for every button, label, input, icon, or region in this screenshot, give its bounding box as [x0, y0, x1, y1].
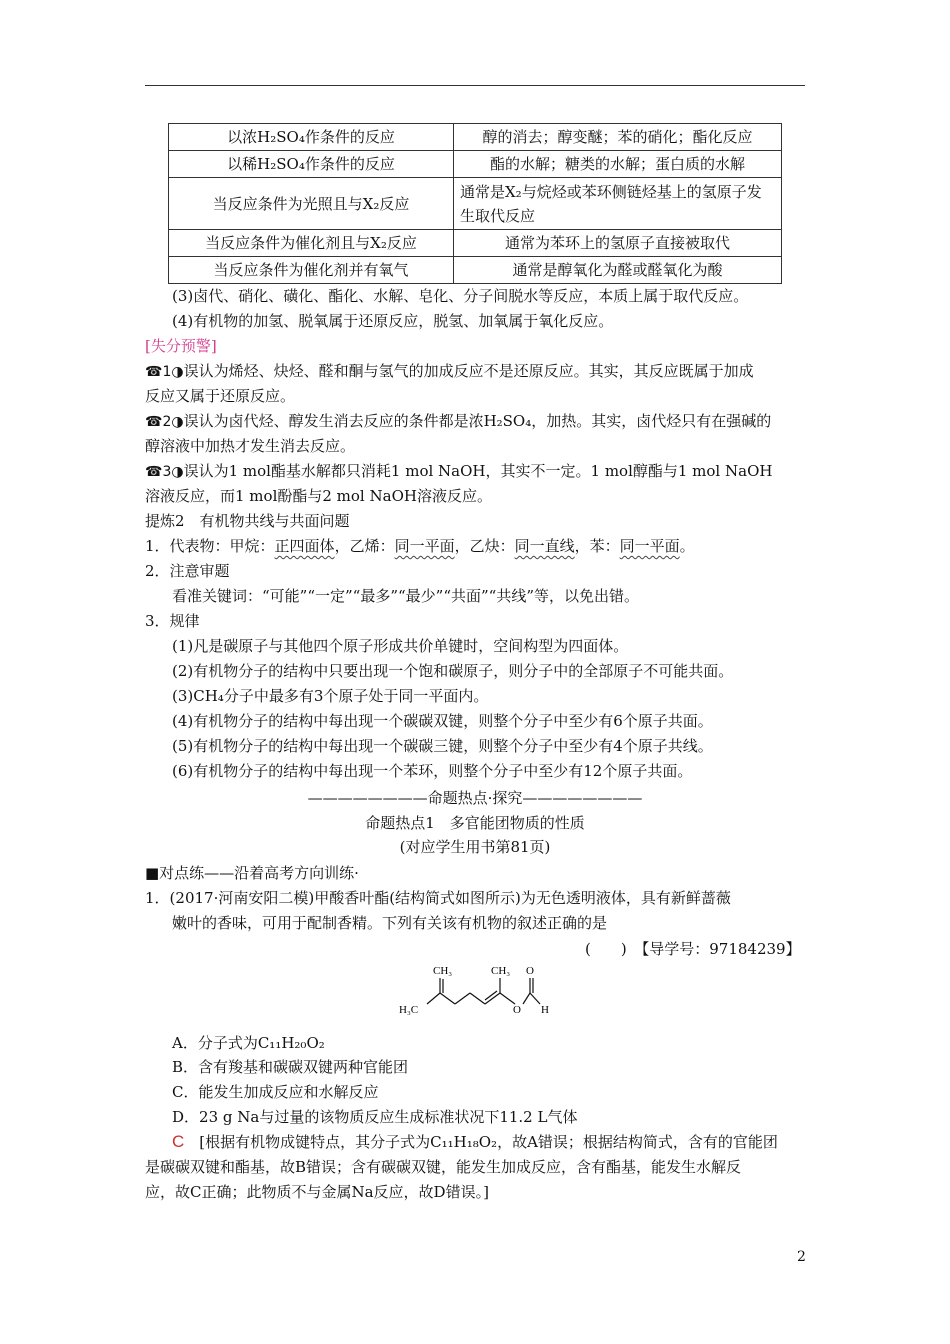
section-2-title: 提炼2 有机物共线与共面问题 [145, 512, 350, 530]
table-row [169, 151, 782, 178]
bond [530, 993, 540, 1004]
warning-text: 误认为1 mol酯基水解都只消耗1 mol NaOH，其实不一定。1 mol醇酯与1 mol NaOH [183, 462, 773, 480]
question-guide [585, 937, 801, 961]
molecule-structure [395, 960, 565, 1025]
question-line-2: 嫩叶的香味，可用于配制香精。下列有关该有机物的叙述正确的是 [172, 914, 608, 932]
phone-icon: ☎2◑ [145, 414, 184, 430]
item-3: 3．规律 [145, 612, 200, 630]
rule-5: (5)有机物分子的结构中每出现一个碳碳三键，则整个分子中至少有4个原子共线。 [172, 737, 713, 755]
answer-blank: 同一平面 [619, 537, 680, 555]
bond [470, 993, 485, 1004]
phone-icon: ☎3◑ [145, 464, 184, 480]
rule-2: (2)有机物分子的结构中只要出现一个饱和碳原子，则分子中的全部原子不可能共面。 [172, 662, 734, 680]
label-o: O [526, 965, 534, 977]
item-label: 1．代表物：甲烷： [145, 537, 275, 555]
table-cell: 以稀H₂SO₄作条件的反应 [169, 151, 454, 178]
option-b: B．含有羧基和碳碳双键两种官能团 [172, 1058, 409, 1076]
reaction-conditions-table [168, 123, 782, 284]
item-text: ，乙炔： [454, 537, 515, 555]
warning-1 [145, 359, 754, 384]
table-row [169, 124, 782, 151]
rule-3: (3)CH₄分子中最多有3个原子处于同一平面内。 [172, 687, 489, 705]
warning-1-cont: 反应又属于还原反应。 [145, 387, 296, 405]
table-cell: 通常为苯环上的氢原子直接被取代 [454, 230, 782, 257]
answer-blank: 正四面体 [274, 537, 335, 555]
bond [500, 993, 515, 1004]
phone-icon: ☎1◑ [145, 364, 184, 380]
option-a: A．分子式为C₁₁H₂₀O₂ [172, 1034, 325, 1052]
answer-bracket: ( ) [585, 940, 627, 958]
warning-title: [失分预警] [145, 337, 217, 355]
item-2: 2．注意审题 [145, 562, 230, 580]
hot-divider: ————————命题热点·探究———————— [307, 789, 643, 807]
table-cell: 醇的消去；醇变醚；苯的硝化；酯化反应 [454, 124, 782, 151]
answer-blank: 同一直线 [514, 537, 575, 555]
warning-text: 误认为卤代烃、醇发生消去反应的条件都是浓H₂SO₄，加热。其实，卤代烃只有在强碱的 [183, 412, 772, 430]
answer-text: [根据有机物成键特点，其分子式为C₁₁H₁₈O₂，故A错误；根据结构简式，含有的官能团 [199, 1133, 778, 1151]
warning-3 [145, 459, 772, 484]
rule-6: (6)有机物分子的结构中每出现一个苯环，则整个分子中至少有12个原子共面。 [172, 762, 693, 780]
bond [485, 991, 497, 1000]
label-ch3: CH₃ [491, 965, 511, 977]
item-text: 。 [679, 537, 695, 555]
guide-number: 【导学号：97184239】 [641, 940, 801, 958]
note-3: (3)卤代、硝化、磺化、酯化、水解、皂化、分子间脱水等反应，本质上属于取代反应。 [172, 287, 749, 305]
warning-2 [145, 409, 771, 434]
rule-4: (4)有机物分子的结构中每出现一个碳碳双键，则整个分子中至少有6个原子共面。 [172, 712, 713, 730]
item-2-text: 看准关键词：“可能”“一定”“最多”“最少”“共面”“共线”等，以免出错。 [172, 587, 640, 605]
table-row [169, 178, 782, 230]
answer-blank: 同一平面 [394, 537, 455, 555]
warning-text: 误认为烯烃、炔烃、醛和酮与氢气的加成反应不是还原反应。其实，其反应既属于加成 [183, 362, 754, 380]
table-cell: 当反应条件为光照且与X₂反应 [169, 178, 454, 230]
option-c: C．能发生加成反应和水解反应 [172, 1083, 379, 1101]
label-o: O [513, 1004, 521, 1016]
bond [427, 993, 440, 1004]
answer-line-2: 是碳碳双键和酯基，故B错误；含有碳碳双键，能发生加成反应，含有酯基，能发生水解反 [145, 1158, 742, 1176]
table-row [169, 257, 782, 284]
table-cell: 通常是醇氧化为醛或醛氧化为酸 [454, 257, 782, 284]
hot-subtitle: (对应学生用书第81页) [399, 838, 551, 856]
page-number: 2 [797, 1249, 806, 1265]
table-cell: 以浓H₂SO₄作条件的反应 [169, 124, 454, 151]
answer-line-1 [172, 1130, 778, 1154]
rule-1: (1)凡是碳原子与其他四个原子形成共价单键时，空间构型为四面体。 [172, 637, 629, 655]
label-h: H [541, 1004, 549, 1016]
warning-2-cont: 醇溶液中加热才发生消去反应。 [145, 437, 356, 455]
question-line-1: 1．(2017·河南安阳二模)甲酸香叶酯(结构简式如图所示)为无色透明液体，具有新鲜蔷薇 [145, 889, 731, 907]
table-cell: 酯的水解；糖类的水解；蛋白质的水解 [454, 151, 782, 178]
label-ch3: CH₃ [433, 965, 453, 977]
answer-letter: C [172, 1132, 185, 1151]
option-d: D．23 g Na与过量的该物质反应生成标准状况下11.2 L气体 [172, 1108, 578, 1126]
practice-header: ■对点练——沿着高考方向训练· [145, 864, 359, 882]
bond [523, 993, 530, 1004]
answer-line-3: 应，故C正确；此物质不与金属Na反应，故D错误。] [145, 1183, 489, 1201]
warning-3-cont: 溶液反应，而1 mol酚酯与2 mol NaOH溶液反应。 [145, 487, 492, 505]
table-cell: 当反应条件为催化剂且与X₂反应 [169, 230, 454, 257]
item-text: ，乙烯： [334, 537, 395, 555]
table-cell: 通常是X₂与烷烃或苯环侧链烃基上的氢原子发生取代反应 [454, 178, 782, 230]
table-cell: 当反应条件为催化剂并有氧气 [169, 257, 454, 284]
item-1 [145, 534, 695, 558]
item-text: ，苯： [574, 537, 620, 555]
table-row [169, 230, 782, 257]
hot-title: 命题热点1 多官能团物质的性质 [365, 814, 585, 832]
bond [440, 993, 455, 1004]
note-4: (4)有机物的加氢、脱氧属于还原反应，脱氢、加氧属于氧化反应。 [172, 312, 614, 330]
label-h3c: H₃C [399, 1004, 419, 1016]
header-rule [145, 85, 805, 86]
bond [455, 993, 470, 1004]
